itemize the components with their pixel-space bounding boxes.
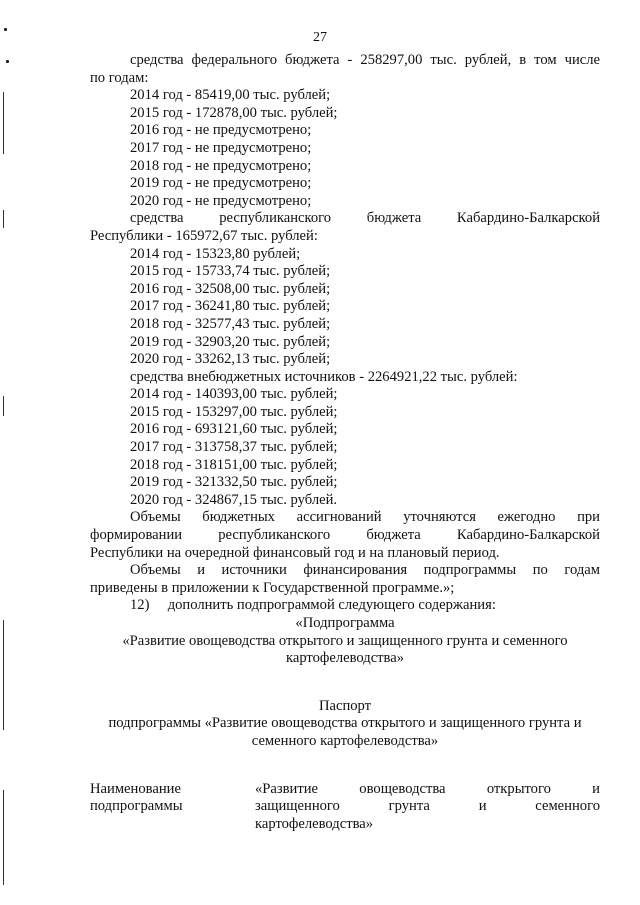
text-line: 2018 год - 318151,00 тыс. рублей; <box>130 456 338 473</box>
scan-dot <box>6 60 9 63</box>
subprogram-name: картофелеводства» <box>285 650 405 667</box>
passport-heading: Паспорт <box>318 697 372 714</box>
text-line: 2019 год - 321332,50 тыс. рублей; <box>130 474 338 491</box>
text-line: 2019 год - не предусмотрено; <box>130 175 312 192</box>
text-line: 2020 год - не предусмотрено; <box>130 192 312 209</box>
text-line: Республики на очередной финансовый год и на плановый период. <box>90 544 500 561</box>
text-line: 2019 год - 32903,20 тыс. рублей; <box>130 333 331 350</box>
passport-subtitle: семенного картофелеводства» <box>251 732 439 749</box>
text-line: 2015 год - 15733,74 тыс. рублей; <box>130 263 331 280</box>
page-number: 27 <box>313 30 327 45</box>
text-line: 2016 год - не предусмотрено; <box>130 122 312 139</box>
value-line: защищенного грунта и семенного <box>255 798 600 815</box>
text-line: 2020 год - 33262,13 тыс. рублей; <box>130 351 331 368</box>
text-line: 2018 год - не предусмотрено; <box>130 157 312 174</box>
text-line: средства федерального бюджета - 258297,00 тыс. рублей, в том числе <box>130 52 600 68</box>
text-line: 2016 год - 693121,60 тыс. рублей; <box>130 421 338 438</box>
scan-line <box>3 620 4 730</box>
value-line: «Развитие овощеводства открытого и <box>255 780 600 797</box>
passport-row-label <box>90 781 255 834</box>
text-line: 2017 год - 313758,37 тыс. рублей; <box>130 439 338 456</box>
text-line: 2020 год - 324867,15 тыс. рублей. <box>130 491 338 508</box>
text-line: 2016 год - 32508,00 тыс. рублей; <box>130 280 331 297</box>
scan-margin-marks <box>0 0 10 905</box>
subprogram-name: «Развитие овощеводства открытого и защищенного грунта и семенного <box>122 632 568 649</box>
text-line: по годам: <box>90 69 149 86</box>
text-line: Республики - 165972,67 тыс. рублей: <box>90 227 318 244</box>
text-line: 2014 год - 15323,80 рублей; <box>130 245 301 262</box>
text-line: средства республиканского бюджета Кабардино-Балкарской <box>130 210 600 227</box>
text-line: 12) дополнить подпрограммой следующего содержания: <box>130 597 496 614</box>
passport-row-name <box>90 781 600 834</box>
scan-line <box>3 790 4 885</box>
text-line: средства внебюджетных источников - 2264921,22 тыс. рублей: <box>130 368 518 385</box>
document-body <box>90 52 600 833</box>
passport-subtitle: подпрограммы «Развитие овощеводства открытого и защищенного грунта и <box>108 715 582 732</box>
text-line: формировании республиканского бюджета Кабардино-Балкарской <box>90 527 600 544</box>
text-line: Объемы бюджетных ассигнований уточняются ежегодно при <box>130 509 600 526</box>
text-line: 2015 год - 153297,00 тыс. рублей; <box>130 403 338 420</box>
text-line: приведены в приложении к Государственной программе.»; <box>90 579 455 596</box>
scan-line <box>3 92 4 154</box>
label-line: подпрограммы <box>90 798 183 815</box>
value-line: картофелеводства» <box>255 815 374 832</box>
scan-line <box>3 210 4 228</box>
text-line: 2017 год - 36241,80 тыс. рублей; <box>130 298 331 315</box>
text-line: 2015 год - 172878,00 тыс. рублей; <box>130 104 338 121</box>
text-line: 2014 год - 85419,00 тыс. рублей; <box>130 87 331 104</box>
text-line: 2018 год - 32577,43 тыс. рублей; <box>130 315 331 332</box>
scan-line <box>3 396 4 416</box>
text-line: 2017 год - не предусмотрено; <box>130 139 312 156</box>
text-line: Объемы и источники финансирования подпрограммы по годам <box>130 562 600 579</box>
label-line: Наименование <box>90 780 181 797</box>
passport-row-value <box>255 781 600 834</box>
subprogram-heading: «Подпрограмма <box>295 615 395 631</box>
text-line: 2014 год - 140393,00 тыс. рублей; <box>130 386 338 403</box>
